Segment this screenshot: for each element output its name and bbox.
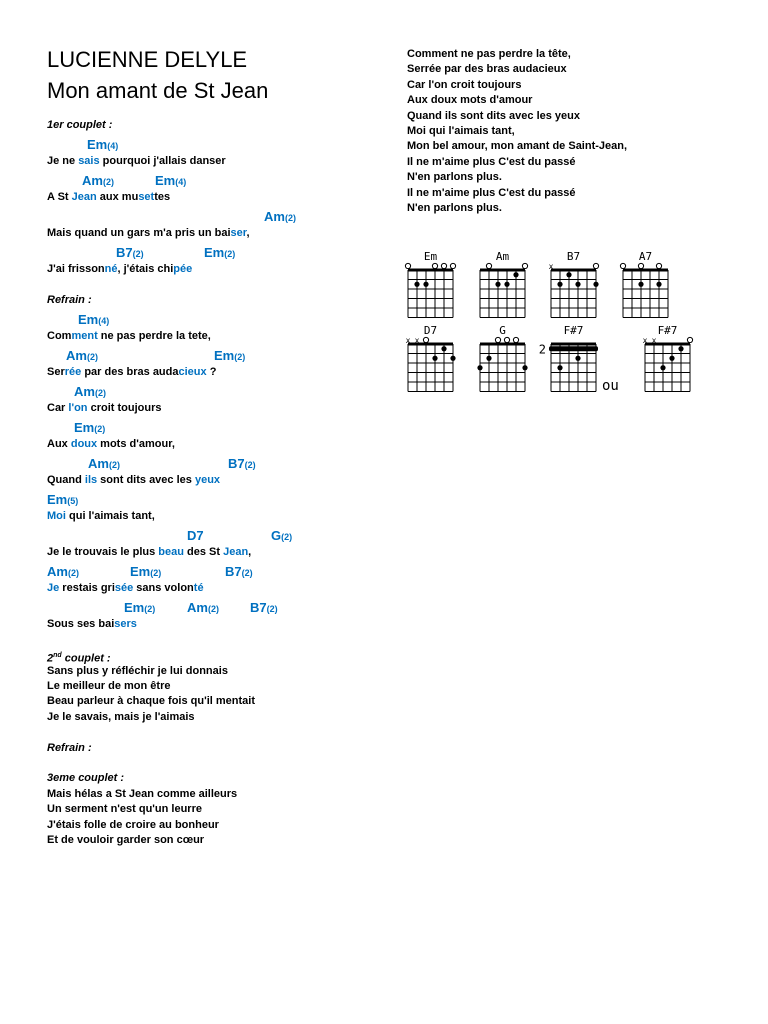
lyric-line [47, 803, 202, 816]
chord-open-string [486, 263, 491, 268]
chord-dot [477, 365, 482, 370]
lyric-text: Ser [47, 366, 65, 378]
lyric-stressed-syllable: yeux [194, 474, 221, 486]
chord-dot [441, 346, 446, 351]
chord-name: B7 [228, 456, 245, 471]
chord-dot [504, 282, 509, 287]
chord-barre [549, 346, 598, 351]
chord-open-string [432, 263, 437, 268]
lyric-stressed-syllable: pée [173, 263, 193, 275]
lyric-line [47, 834, 204, 847]
chord-diagram [643, 324, 693, 392]
chord-open-string [620, 263, 625, 268]
lyric-line: Comment ne pas perdre la tête, [407, 48, 571, 60]
section-heading-text: 2 [47, 652, 54, 665]
lyric-stressed-syllable: cieux [178, 366, 207, 378]
chord-label [47, 492, 78, 509]
chord-name: Em [47, 492, 68, 507]
section-heading-text: Refrain : [47, 294, 92, 306]
lyric-text: mots d'amour, [97, 438, 175, 450]
chord-position: (2) [244, 460, 256, 470]
chord-position: (2) [94, 388, 106, 398]
lyric-text: pourquoi j'allais danser [99, 155, 226, 167]
chord-name: Em [74, 420, 95, 435]
section-heading [47, 649, 111, 666]
chord-open-string [405, 263, 410, 268]
lyric-text: Mais hélas a St Jean comme ailleurs [47, 788, 238, 800]
lyric-text: qui l'aimais tant, [65, 510, 155, 522]
lyric-line [47, 711, 195, 724]
chord-position: (2) [132, 249, 144, 259]
lyric-stressed-syllable: l'on [68, 402, 88, 414]
chord-open-string [441, 263, 446, 268]
lyric-line [47, 695, 255, 708]
lyric-text: J'étais folle de croire au bonheur [47, 819, 219, 831]
lyric-text: Et de vouloir garder son cœur [47, 834, 205, 846]
lyric-line: Moi qui l'aimais tant, [407, 124, 515, 137]
chord-name: Em [214, 348, 235, 363]
chord-position: (4) [98, 316, 110, 326]
chord-diagram [405, 250, 455, 318]
section-heading-text: 1er couplet : [47, 119, 113, 131]
section-heading-sup: nd [53, 652, 62, 659]
lyric-text: croit toujours [87, 402, 162, 414]
chord-dot [669, 356, 674, 361]
chord-label [228, 456, 256, 473]
lyric-line: Il ne m'aime plus C'est du passé [407, 155, 576, 168]
lyric-stressed-syllable: sers [114, 618, 137, 630]
chord-muted-string: x [405, 336, 411, 345]
chord-dot [575, 356, 580, 361]
lyric-text: Sans plus y réfléchir je lui donnais [47, 665, 228, 677]
lyric-line: Car l'on croit toujours [407, 78, 522, 91]
chord-dot [450, 356, 455, 361]
lyric-line [47, 680, 170, 693]
chord-name: Am [82, 173, 103, 188]
chord-muted-string: x [642, 336, 648, 345]
chord-position: (2) [234, 352, 246, 362]
chord-label [130, 564, 161, 581]
lyric-line [47, 263, 192, 276]
chord-position: (2) [108, 460, 120, 470]
lyric-line: N'en parlons plus. [407, 171, 502, 184]
lyric-stressed-syllable: té [193, 582, 204, 594]
chord-muted-string: x [548, 262, 554, 271]
chord-diagram-name: F#7 [563, 324, 584, 337]
lyric-line [47, 191, 170, 204]
lyric-text: Je le savais, mais je l'aimais [47, 711, 195, 723]
section-heading [47, 294, 92, 307]
chord-name: Am [47, 564, 68, 579]
chord-name: Em [130, 564, 151, 579]
chord-open-string [638, 263, 643, 268]
lyric-stressed-syllable: Je [47, 582, 60, 594]
chord-dot [522, 365, 527, 370]
artist-title: LUCIENNE DELYLE [47, 47, 248, 72]
lyric-text: Car [47, 402, 69, 414]
chord-diagram-name: G [499, 324, 506, 337]
chord-label [74, 384, 106, 401]
chord-position: (2) [150, 568, 162, 578]
chord-dot [638, 282, 643, 287]
chord-label [87, 137, 118, 154]
chord-position: (4) [107, 141, 119, 151]
lyric-line [47, 510, 155, 523]
chord-position: (2) [266, 604, 278, 614]
chord-name: Am [264, 209, 285, 224]
lyric-text: Je ne [47, 155, 79, 167]
chord-diagram-name: F#7 [657, 324, 678, 337]
chord-position: (2) [224, 249, 236, 259]
chord-position: (2) [86, 352, 98, 362]
chord-open-string [504, 337, 509, 342]
chord-dot [513, 272, 518, 277]
chord-name: Am [74, 384, 95, 399]
chord-diagram-name: Em [423, 250, 438, 263]
chord-dot [557, 282, 562, 287]
chord-name: B7 [250, 600, 267, 615]
song-title: Mon amant de St Jean [47, 78, 269, 103]
lyric-text: Quand [47, 474, 85, 486]
chord-diagram [477, 324, 527, 392]
section-heading-text: Refrain : [47, 742, 92, 754]
chord-diagram-name: A7 [638, 250, 653, 263]
lyric-stressed-syllable: Jean [223, 546, 249, 558]
chord-diagram-name: B7 [566, 250, 581, 263]
chord-position: (2) [207, 604, 219, 614]
chord-open-string [495, 337, 500, 342]
chord-label [155, 173, 186, 190]
chord-name: Em [204, 245, 225, 260]
chord-open-string [423, 337, 428, 342]
lyric-stressed-syllable: ils [84, 474, 98, 486]
chord-name: G [271, 528, 282, 543]
chord-dot [678, 346, 683, 351]
lyric-line [47, 546, 251, 559]
chord-open-string [687, 337, 692, 342]
chord-label [116, 245, 144, 262]
chord-dot [566, 272, 571, 277]
chord-name: Am [88, 456, 109, 471]
chord-alternative-or: ou [602, 378, 619, 394]
chord-label [204, 245, 235, 262]
chord-position: (5) [67, 496, 79, 506]
lyric-text: sans volon [133, 582, 194, 594]
chord-dot [423, 282, 428, 287]
chord-dot [575, 282, 580, 287]
chord-label [66, 348, 98, 365]
chord-label [187, 600, 219, 617]
lyric-line [47, 582, 204, 595]
chord-open-string [513, 337, 518, 342]
chord-diagram-name: D7 [423, 324, 438, 337]
chord-dot [432, 356, 437, 361]
lyric-text: ? [206, 366, 217, 378]
lyric-line: Mon bel amour, mon amant de Saint-Jean, [407, 140, 628, 153]
lyric-text: , [246, 227, 250, 239]
lyric-text: des St [183, 546, 224, 558]
lyric-text: tes [154, 191, 171, 203]
lyric-line: N'en parlons plus. [407, 201, 502, 214]
lyric-line [47, 330, 211, 343]
chord-dot [660, 365, 665, 370]
section-heading [47, 742, 92, 755]
lyric-stressed-syllable: ser [230, 227, 247, 239]
chord-name: D7 [187, 528, 204, 543]
lyric-text: restais gri [59, 582, 115, 594]
chord-label [47, 564, 79, 581]
lyric-text: Sous ses bai [47, 618, 115, 630]
chord-label [74, 420, 105, 437]
lyric-text: , [248, 546, 252, 558]
lyric-line [47, 366, 216, 379]
chord-name: Am [66, 348, 87, 363]
section-heading-rest: couplet : [61, 652, 111, 665]
chord-dot [593, 282, 598, 287]
chord-open-string [593, 263, 598, 268]
chord-label [271, 528, 292, 545]
lyric-line [47, 402, 161, 415]
chord-diagram [539, 324, 598, 392]
lyric-stressed-syllable: sais [78, 155, 100, 167]
lyric-text: aux mu [96, 191, 139, 203]
lyric-line [47, 618, 137, 631]
chord-name: Am [187, 600, 208, 615]
chord-label [250, 600, 278, 617]
lyric-stressed-syllable: Jean [71, 191, 97, 203]
lyric-stressed-syllable: Moi [47, 510, 66, 522]
lyric-text: , j'étais chi [117, 263, 174, 275]
chord-position: (4) [175, 177, 187, 187]
chord-diagram [480, 250, 528, 318]
chord-dot [656, 282, 661, 287]
chord-position: (2) [241, 568, 253, 578]
chord-diagram-name: Am [495, 250, 510, 263]
chord-label [88, 456, 120, 473]
chord-name: B7 [225, 564, 242, 579]
lyric-stressed-syllable: beau [158, 546, 184, 558]
lyric-line: Quand ils sont dits avec les yeux [407, 109, 581, 122]
lyric-line [47, 788, 237, 801]
lyric-line [47, 155, 226, 168]
lyric-line [47, 819, 219, 832]
chord-name: Em [155, 173, 176, 188]
chord-label [264, 209, 296, 226]
lyric-stressed-syllable: sée [114, 582, 134, 594]
chord-dot [414, 282, 419, 287]
lyric-stressed-syllable: doux [70, 438, 98, 450]
lyric-text: Aux [47, 438, 71, 450]
chord-diagram [406, 324, 456, 392]
chord-name: Em [124, 600, 145, 615]
lyric-text: Le meilleur de mon être [47, 680, 171, 692]
lyric-text: Beau parleur à chaque fois qu'il mentait [47, 695, 255, 707]
chord-dot [557, 365, 562, 370]
chord-position: (2) [67, 568, 79, 578]
chord-fret-number: 2 [538, 342, 546, 357]
chord-label [78, 312, 109, 329]
chord-position: (2) [144, 604, 156, 614]
chord-name: Em [87, 137, 108, 152]
lyric-stressed-syllable: rée [64, 366, 82, 378]
lyric-stressed-syllable: set [138, 191, 155, 203]
chord-diagram [620, 250, 668, 318]
lyric-text: ne pas perdre la tete, [97, 330, 211, 342]
chord-label [214, 348, 245, 365]
lyric-line [47, 474, 220, 487]
lyric-stressed-syllable: né [104, 263, 118, 275]
chord-open-string [656, 263, 661, 268]
chord-muted-string: x [651, 336, 657, 345]
chord-dot [495, 282, 500, 287]
lyric-text: J'ai frisson [47, 263, 105, 275]
chord-position: (2) [281, 532, 293, 542]
lyric-text: Com [47, 330, 72, 342]
section-heading [47, 772, 124, 785]
lyrics-right-column [407, 47, 627, 216]
chord-position: (2) [284, 213, 296, 223]
chord-position: (2) [94, 424, 106, 434]
lyric-line [47, 227, 250, 240]
chord-diagram [549, 250, 599, 318]
lyric-line [47, 438, 175, 451]
lyric-text: A St [47, 191, 72, 203]
lyric-stressed-syllable: ment [71, 330, 98, 342]
lyric-text: Un serment n'est qu'un leurre [47, 803, 202, 815]
lyric-line: Il ne m'aime plus C'est du passé [407, 186, 576, 199]
lyric-line [47, 665, 228, 678]
chord-label [187, 528, 204, 544]
chord-dot [486, 356, 491, 361]
chord-diagrams [400, 250, 720, 400]
chord-label [225, 564, 253, 581]
lyric-text: Je le trouvais le plus [47, 546, 159, 558]
lyric-line: Aux doux mots d'amour [407, 94, 533, 107]
lyric-line: Serrée par des bras audacieux [407, 63, 567, 76]
chord-position: (2) [102, 177, 114, 187]
chord-open-string [522, 263, 527, 268]
chord-name: Em [78, 312, 99, 327]
section-heading [47, 119, 112, 132]
lyric-text: Mais quand un gars m'a pris un bai [47, 227, 231, 239]
chord-muted-string: x [414, 336, 420, 345]
chord-label [82, 173, 114, 190]
lyric-text: sont dits avec les [97, 474, 195, 486]
lyric-text: par des bras auda [81, 366, 179, 378]
chord-label [124, 600, 155, 617]
section-heading-text: 3eme couplet : [47, 772, 125, 784]
chord-name: B7 [116, 245, 133, 260]
chord-open-string [450, 263, 455, 268]
